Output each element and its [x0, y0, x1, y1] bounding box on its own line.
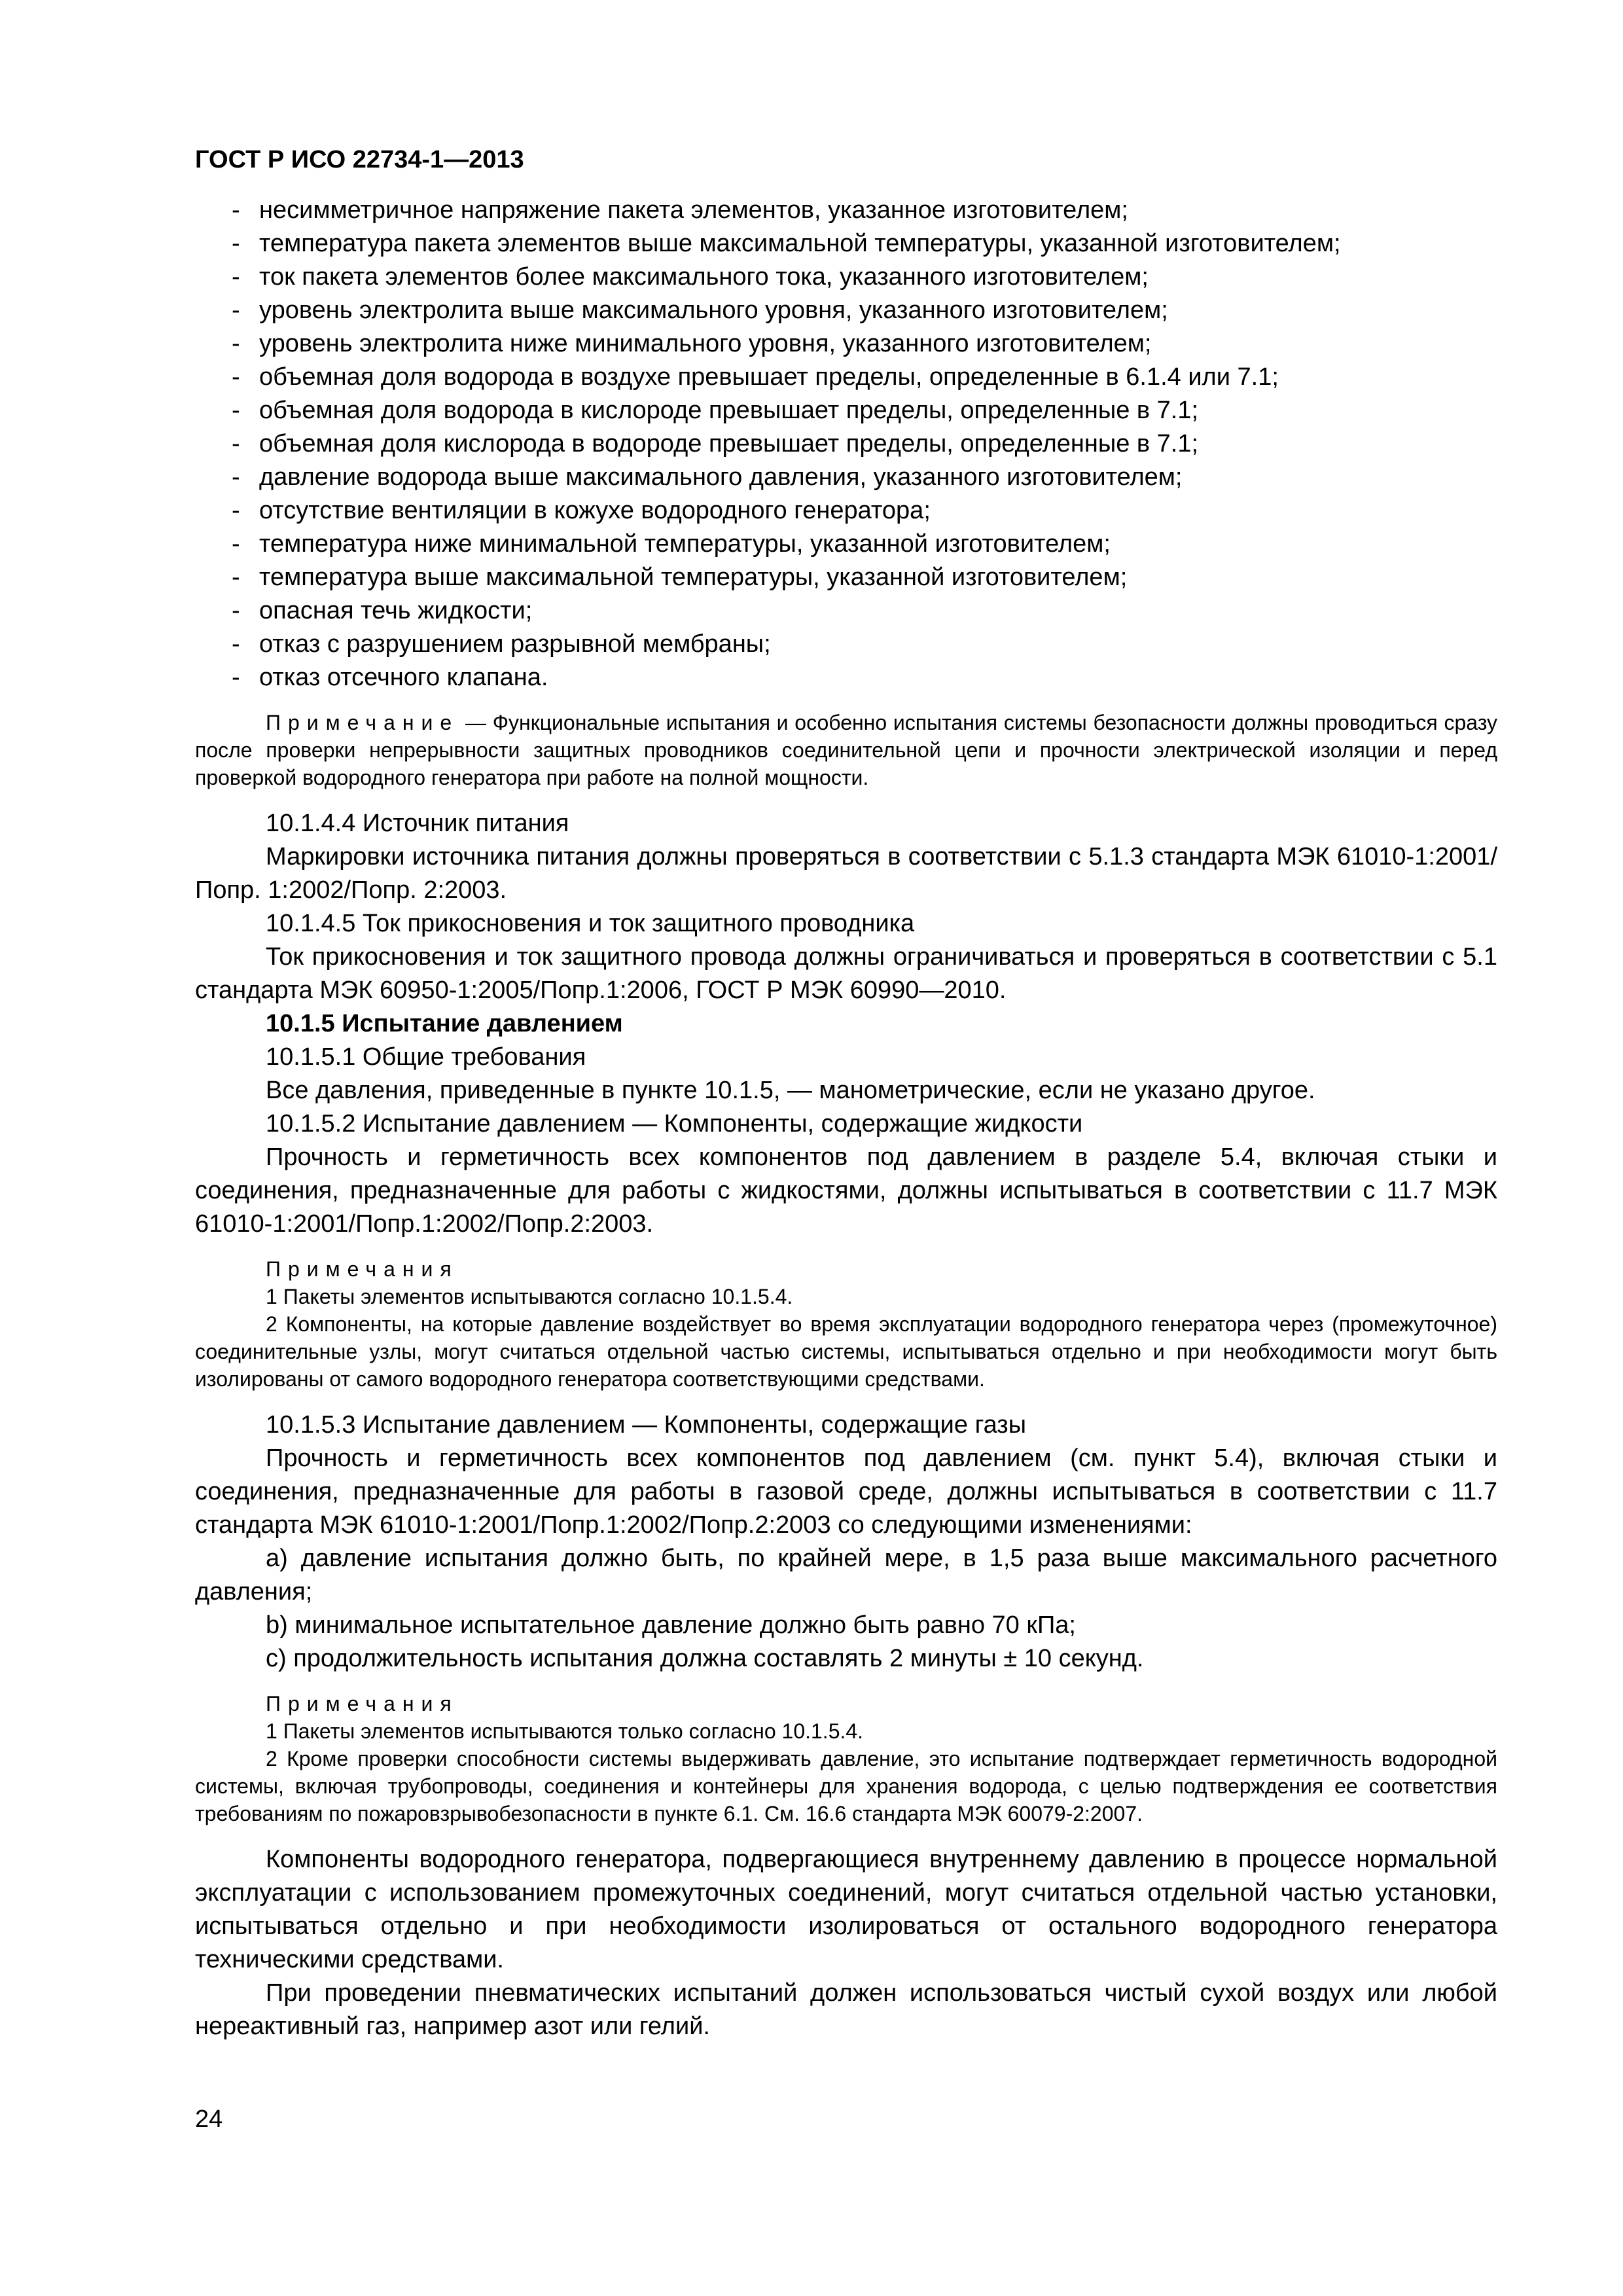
- closing-paragraphs: [195, 1843, 1497, 2043]
- section-heading: 10.1.5.1 Общие требования: [266, 1043, 586, 1071]
- list-item: - ток пакета элементов более максимального тока, указанного изготовителем;: [195, 260, 1497, 294]
- section-text: Ток прикосновения и ток защитного провода должны ограничиваться и проверяться в соответствии с 5.1 стандарта МЭК 60950-1:2005/Попр.1:2006, ГОСТ Р МЭК 60990—2010.: [195, 943, 1497, 1004]
- document-page: [195, 144, 1497, 2043]
- list-item: - опасная течь жидкости;: [195, 594, 1497, 628]
- failure-conditions-list: [195, 194, 1497, 694]
- notes-label: Примечания: [266, 1692, 459, 1715]
- section-text: Маркировки источника питания должны проверяться в соответствии с 5.1.3 стандарта МЭК 61010-1:2001/Попр. 1:2002/Попр. 2:2003.: [195, 843, 1497, 904]
- section-text: Прочность и герметичность всех компонентов под давлением (см. пункт 5.4), включая стыки и соединения, предназначенные для работы в газовой среде, должны испытываться в соответствии с 11.7 стандарта МЭК 61010-1:2001/Попр.1:2002/Попр.2:2003 со следующими изменениями:: [195, 1444, 1497, 1539]
- section-10-1-4-5: [195, 907, 1497, 1007]
- list-item: - объемная доля кислорода в водороде превышает пределы, определенные в 7.1;: [195, 427, 1497, 461]
- list-item: - давление водорода выше максимального давления, указанного изготовителем;: [195, 461, 1497, 494]
- notes-label: Примечания: [266, 1257, 459, 1281]
- list-item: - уровень электролита выше максимального уровня, указанного изготовителем;: [195, 294, 1497, 327]
- list-item: - температура ниже минимальной температуры, указанной изготовителем;: [195, 528, 1497, 561]
- section-text: Прочность и герметичность всех компонентов под давлением в разделе 5.4, включая стыки и соединения, предназначенные для работы с жидкостями, должны испытываться в соответствии с 11.7 МЭК 61010-1:2001/Попр.1:2002/Попр.2:2003.: [195, 1143, 1497, 1238]
- paragraph: При проведении пневматических испытаний должен использоваться чистый сухой воздух или любой нереактивный газ, например азот или гелий.: [195, 1979, 1497, 2040]
- note-item: 2 Кроме проверки способности системы выдерживать давление, это испытание подтверждает герметичность водородной системы, включая трубопроводы, соединения и контейнеры для хранения водорода, с целью подтверждения ее соответствия требованиям по пожаровзрывобезопасности в пункте 6.1. См. 16.6 стандарта МЭК 60079-2:2007.: [195, 1747, 1497, 1825]
- paragraph: Компоненты водородного генератора, подвергающиеся внутреннему давлению в процессе нормальной эксплуатации с использованием промежуточных соединений, могут считаться отдельной частью установки, испытываться отдельно и при необходимости изолироваться от остального водородного генератора техническими средствами.: [195, 1846, 1497, 1973]
- section-text: Все давления, приведенные в пункте 10.1.5, — манометрические, если не указано другое.: [266, 1077, 1315, 1104]
- page-number: 24: [195, 2106, 223, 2133]
- section-10-1-5-1: [195, 1041, 1497, 1107]
- section-10-1-5-2: [195, 1107, 1497, 1241]
- note-item: 1 Пакеты элементов испытываются только согласно 10.1.5.4.: [266, 1719, 864, 1743]
- section-10-1-5: [195, 1007, 1497, 1041]
- list-item: - несимметричное напряжение пакета элементов, указанное изготовителем;: [195, 194, 1497, 227]
- section-10-1-5-3: [195, 1408, 1497, 1676]
- list-item: - отказ с разрушением разрывной мембраны;: [195, 628, 1497, 661]
- note-item: 2 Компоненты, на которые давление воздействует во время эксплуатации водородного генератора через (промежуточное) соединительные узлы, могут считаться отдельной частью системы, испытываться отдельно и при необходимости могут быть изолированы от самого водородного генератора соответствующими средствами.: [195, 1312, 1497, 1391]
- section-heading: 10.1.4.4 Источник питания: [266, 810, 569, 837]
- list-item: - температура выше максимальной температуры, указанной изготовителем;: [195, 561, 1497, 594]
- requirement-item-c: с) продолжительность испытания должна составлять 2 минуты ± 10 секунд.: [266, 1645, 1144, 1672]
- list-item: - объемная доля водорода в воздухе превышает пределы, определенные в 6.1.4 или 7.1;: [195, 361, 1497, 394]
- note-text: — Функциональные испытания и особенно испытания системы безопасности должны проводиться сразу после проверки непрерывности защитных проводников соединительной цепи и прочности электрической изоляции и перед проверкой водородного генератора при работе на полной мощности.: [195, 711, 1498, 789]
- section-heading: 10.1.5 Испытание давлением: [266, 1010, 623, 1037]
- notes-gas-components: [195, 1690, 1497, 1827]
- document-header: ГОСТ Р ИСО 22734-1—2013: [195, 146, 524, 173]
- section-heading: 10.1.5.3 Испытание давлением — Компоненты, содержащие газы: [266, 1411, 1027, 1439]
- list-item: - отказ отсечного клапана.: [195, 661, 1497, 694]
- note-label: Примечание: [266, 711, 459, 734]
- notes-liquid-components: [195, 1255, 1497, 1393]
- list-item: - объемная доля водорода в кислороде превышает пределы, определенные в 7.1;: [195, 394, 1497, 427]
- list-item: - температура пакета элементов выше максимальной температуры, указанной изготовителем;: [195, 227, 1497, 260]
- section-heading: 10.1.4.5 Ток прикосновения и ток защитного проводника: [266, 910, 915, 937]
- note-functional-tests: [195, 709, 1497, 791]
- list-item: - уровень электролита ниже минимального уровня, указанного изготовителем;: [195, 327, 1497, 361]
- section-heading: 10.1.5.2 Испытание давлением — Компоненты, содержащие жидкости: [266, 1110, 1083, 1138]
- requirement-item-a: а) давление испытания должно быть, по крайней мере, в 1,5 раза выше максимального расчетного давления;: [195, 1545, 1497, 1605]
- list-item: - отсутствие вентиляции в кожухе водородного генератора;: [195, 494, 1497, 528]
- note-item: 1 Пакеты элементов испытываются согласно 10.1.5.4.: [266, 1285, 793, 1308]
- section-10-1-4-4: [195, 807, 1497, 907]
- requirement-item-b: b) минимальное испытательное давление должно быть равно 70 кПа;: [266, 1611, 1076, 1639]
